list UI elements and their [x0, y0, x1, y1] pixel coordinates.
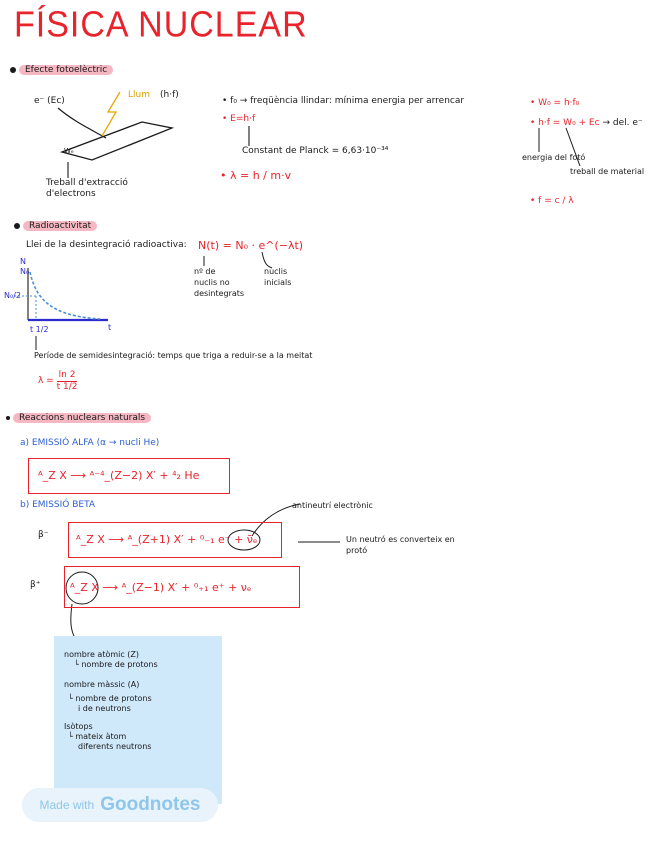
beta-plus-equation: ᴬ_Z X ⟶ ᴬ_(Z−1) X′ + ⁰₊₁ e⁺ + νₑ	[70, 581, 252, 594]
energy-balance-equation: • h·f = W₀ + Ec → del. e⁻	[530, 118, 643, 128]
beta-minus-equation: ᴬ_Z X ⟶ ᴬ_(Z+1) X′ + ⁰₋₁ e⁻ + ν̄ₑ	[76, 533, 258, 546]
beta-emission-title: b) EMISSIÓ BETA	[20, 500, 96, 510]
light-ray	[102, 92, 120, 136]
planck-constant: Constant de Planck = 6,63·10⁻³⁴	[242, 146, 389, 156]
bullet-icon	[14, 223, 20, 229]
section-header-reactions	[6, 412, 151, 424]
neutron-conversion-note: Un neutró es converteix en protó	[346, 535, 455, 555]
section-header-radioactivity	[14, 220, 97, 232]
plate-caption: Treball d'extracció d'electrons	[46, 178, 128, 199]
graph-axis-t: t	[108, 323, 112, 332]
de-broglie-equation: • λ = h / m·v	[220, 169, 292, 182]
half-life-definition: Període de semidesintegració: temps que triga a reduir-se a la meitat	[34, 351, 313, 360]
graph-axis-half: N₀/2	[4, 291, 21, 300]
hf-label: (h·f)	[160, 90, 179, 100]
graph-half-life-tick: t 1/2	[30, 325, 49, 334]
work-function-equation: • W₀ = h·f₀	[530, 98, 580, 108]
page-title: FÍSICA NUCLEAR	[14, 5, 308, 45]
material-work-label: treball de material	[570, 167, 645, 176]
section-label: Reaccions nuclears naturals	[13, 413, 151, 423]
section-label: Efecte fotoelèctric	[19, 65, 113, 75]
electron-arrow	[58, 108, 106, 138]
electron-label: e⁻ (Ec)	[34, 96, 65, 106]
planck-equation: • E=h·f	[222, 114, 256, 124]
light-label: Llum	[128, 90, 150, 100]
graph-axis-n0: N₀	[20, 267, 30, 276]
metal-plate	[62, 122, 172, 160]
decay-curve	[30, 272, 100, 319]
alpha-emission-title: a) EMISSIÓ ALFA (α → nucli He)	[20, 438, 160, 448]
goodnotes-watermark: Made with Goodnotes	[22, 788, 218, 822]
bullet-icon	[6, 416, 10, 420]
half-life-equation: λ = $\frac{\ln 2}{t 1/2}$	[38, 370, 78, 392]
photon-energy-label: energia del fotó	[522, 153, 586, 162]
beta-plus-label: β⁺	[30, 580, 41, 590]
section-label: Radioactivitat	[23, 221, 97, 231]
decay-law-equation: N(t) = N₀ · e^(−λt)	[198, 239, 304, 252]
beta-minus-label: β⁻	[38, 530, 49, 540]
graph-axis-y: N	[20, 257, 26, 266]
initial-nuclei-label: nuclis inicials	[264, 267, 292, 287]
antineutrino-note: antineutrí electrònic	[292, 501, 373, 510]
decay-law-text: Llei de la desintegració radioactiva:	[26, 240, 187, 250]
sticky-note-text: nombre atòmic (Z) └ nombre de protons nombre màssic (A) └ nombre de protons i de neutrons Isòtops └ mateix àtom diferents neutrons	[64, 650, 158, 751]
threshold-frequency-note: • f₀ → freqüència llindar: mínima energia per arrencar	[222, 96, 465, 106]
wf-label: Wₑ	[64, 147, 74, 155]
undecayed-nuclei-label: nº de nuclis no desintegrats	[194, 267, 245, 298]
frequency-equation: • f = c / λ	[530, 196, 574, 206]
alpha-equation: ᴬ_Z X ⟶ ᴬ⁻⁴_(Z−2) X′ + ⁴₂ He	[38, 469, 200, 482]
